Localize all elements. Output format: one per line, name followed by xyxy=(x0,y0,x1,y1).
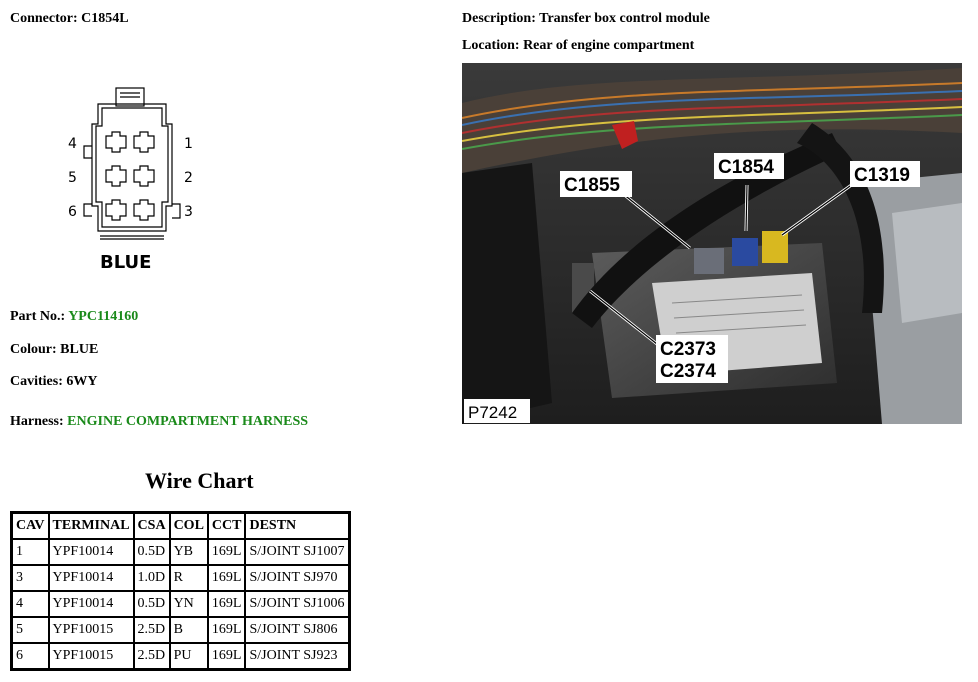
part-no-label: Part No.: xyxy=(10,309,66,324)
cell-col: R xyxy=(170,565,208,591)
cell-cct: 169L xyxy=(208,539,246,565)
cell-cct: 169L xyxy=(208,617,246,643)
callout-c1855: C1855 xyxy=(564,175,620,196)
pin-label-3: 3 xyxy=(184,204,193,220)
pin-label-2: 2 xyxy=(184,170,193,186)
header-col: COL xyxy=(170,513,208,540)
cavities-value: 6WY xyxy=(66,374,98,389)
cell-cct: 169L xyxy=(208,643,246,670)
cell-cav: 4 xyxy=(12,591,49,617)
harness-label: Harness: xyxy=(10,414,64,429)
cell-cav: 6 xyxy=(12,643,49,670)
header-csa: CSA xyxy=(134,513,170,540)
cell-cav: 1 xyxy=(12,539,49,565)
cell-col: YN xyxy=(170,591,208,617)
description-line xyxy=(462,11,710,27)
wire-chart-table xyxy=(10,511,351,671)
callout-c2374: C2374 xyxy=(660,361,716,382)
part-no-value: YPC114160 xyxy=(68,309,139,324)
harness-line xyxy=(10,414,308,430)
callout-c2373: C2373 xyxy=(660,339,716,360)
connector-label: Connector: xyxy=(10,11,78,26)
header-terminal: TERMINAL xyxy=(49,513,134,540)
figure-id: P7242 xyxy=(468,403,518,422)
callout-c1319: C1319 xyxy=(854,165,910,186)
colour-value: BLUE xyxy=(60,342,99,357)
table-header-row xyxy=(12,513,350,540)
description-value: Transfer box control module xyxy=(539,11,710,26)
cell-csa: 2.5D xyxy=(134,617,170,643)
table-row xyxy=(12,591,350,617)
cell-destn: S/JOINT SJ1006 xyxy=(245,591,349,617)
table-row xyxy=(12,539,350,565)
location-label: Location: xyxy=(462,38,520,53)
cell-cav: 5 xyxy=(12,617,49,643)
cell-csa: 2.5D xyxy=(134,643,170,670)
table-row xyxy=(12,565,350,591)
header-cct: CCT xyxy=(208,513,246,540)
header-destn: DESTN xyxy=(245,513,349,540)
cavities-label: Cavities: xyxy=(10,374,63,389)
cavities-line xyxy=(10,374,98,390)
pin-label-6: 6 xyxy=(68,204,77,220)
cell-terminal: YPF10015 xyxy=(49,617,134,643)
cell-terminal: YPF10014 xyxy=(49,539,134,565)
callout-c1854: C1854 xyxy=(718,157,774,178)
colour-label: Colour: xyxy=(10,342,57,357)
cell-cct: 169L xyxy=(208,565,246,591)
cell-cct: 169L xyxy=(208,591,246,617)
cell-csa: 0.5D xyxy=(134,539,170,565)
pin-label-4: 4 xyxy=(68,136,77,152)
cell-terminal: YPF10014 xyxy=(49,591,134,617)
cell-csa: 1.0D xyxy=(134,565,170,591)
cell-cav: 3 xyxy=(12,565,49,591)
cell-terminal: YPF10014 xyxy=(49,565,134,591)
cell-col: PU xyxy=(170,643,208,670)
engine-compartment-photo xyxy=(462,63,962,424)
connector-face-diagram xyxy=(62,86,202,276)
location-line xyxy=(462,38,694,54)
colour-line xyxy=(10,342,98,358)
pin-label-5: 5 xyxy=(68,170,77,186)
description-label: Description: xyxy=(462,11,536,26)
cell-destn: S/JOINT SJ923 xyxy=(245,643,349,670)
table-row xyxy=(12,643,350,670)
harness-value: ENGINE COMPARTMENT HARNESS xyxy=(67,414,309,429)
diagram-colour-text: BLUE xyxy=(100,252,152,273)
connector-value: C1854L xyxy=(81,11,129,26)
part-no-line xyxy=(10,309,138,325)
wire-chart-title: Wire Chart xyxy=(145,468,254,493)
location-value: Rear of engine compartment xyxy=(523,38,695,53)
cell-csa: 0.5D xyxy=(134,591,170,617)
cell-destn: S/JOINT SJ970 xyxy=(245,565,349,591)
cell-destn: S/JOINT SJ806 xyxy=(245,617,349,643)
cell-col: YB xyxy=(170,539,208,565)
cell-terminal: YPF10015 xyxy=(49,643,134,670)
cell-destn: S/JOINT SJ1007 xyxy=(245,539,349,565)
connector-line xyxy=(10,11,129,27)
cell-col: B xyxy=(170,617,208,643)
header-cav: CAV xyxy=(12,513,49,540)
table-row xyxy=(12,617,350,643)
pin-label-1: 1 xyxy=(184,136,193,152)
